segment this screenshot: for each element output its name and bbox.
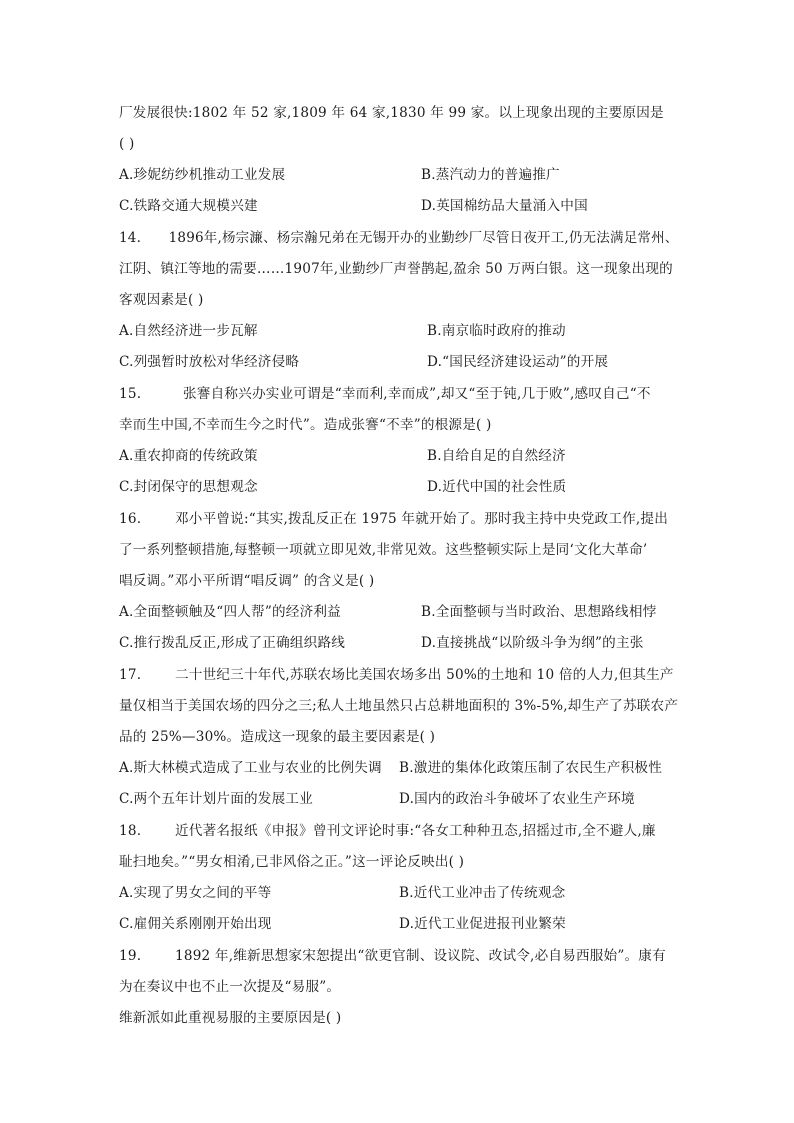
q16-stem-line-1	[119, 511, 668, 527]
q16-option-a[interactable]: A.全面整顿触及“四人帮”的经济利益	[119, 604, 341, 620]
q16-stem-line-2: 了一系列整顿措施,每整顿一项就立即见效,非常见效。这些整顿实际上是同‘文化大革命’	[119, 542, 648, 558]
q17-stem-text-1: 二十世纪三十年代,苏联农场比美国农场多出 50%的土地和 10 倍的人力,但其生产	[175, 667, 674, 683]
q17-option-a[interactable]: A.斯大林模式造成了工业与农业的比例失调	[119, 760, 382, 776]
q14-option-d[interactable]: D.“国民经济建设运动”的开展	[427, 354, 609, 370]
q18-option-c[interactable]: C.雇佣关系刚刚开始出现	[119, 916, 272, 932]
q18-option-d[interactable]: D.近代工业促进报刊业繁荣	[399, 916, 566, 932]
q15-option-b[interactable]: B.自给自足的自然经济	[427, 448, 566, 464]
q17-stem-line-1	[119, 667, 674, 683]
q15-number: 15.	[119, 386, 142, 402]
q13-stem-line-1: 厂发展很快:1802 年 52 家,1809 年 64 家,1830 年 99 家。以上现象出现的主要原因是	[119, 105, 664, 121]
q13-option-c[interactable]: C.铁路交通大规模兴建	[119, 198, 258, 214]
q19-stem-line-2: 为在奏议中也不止一次提及“易服”。	[119, 979, 341, 995]
q14-stem-line-3: 客观因素是( )	[119, 292, 204, 308]
q19-stem-line-3: 维新派如此重视易服的主要原因是( )	[119, 1010, 342, 1026]
q18-stem-text-1: 近代著名报纸《申报》曾刊文评论时事:“各女工种种丑态,招摇过市,全不避人,廉	[175, 823, 656, 839]
q18-option-a[interactable]: A.实现了男女之间的平等	[119, 885, 272, 901]
q17-option-d[interactable]: D.国内的政治斗争破坏了农业生产环境	[399, 791, 635, 807]
q19-number: 19.	[119, 948, 142, 964]
q13-stem-line-2: ( )	[119, 136, 135, 152]
q17-stem-line-3: 品的 25%—30%。造成这一现象的最主要因素是( )	[119, 729, 436, 745]
q17-number: 17.	[119, 667, 142, 683]
q17-stem-line-2: 量仅相当于美国农场的四分之三;私人土地虽然只占总耕地面积的 3%-5%,却生产了苏联农产	[119, 698, 679, 714]
q19-stem-text-1: 1892 年,维新思想家宋恕提出“欲更官制、设议院、改试令,必自易西服始”。康有	[175, 948, 666, 964]
q16-stem-line-3: 唱反调。”邓小平所谓“唱反调” 的含义是( )	[119, 573, 375, 589]
q15-option-c[interactable]: C.封闭保守的思想观念	[119, 479, 258, 495]
q15-option-d[interactable]: D.近代中国的社会性质	[427, 479, 567, 495]
q14-option-a[interactable]: A.自然经济进一步瓦解	[119, 323, 258, 339]
q18-stem-line-2: 耻扫地矣。”“男女相淆,已非风俗之正。”这一评论反映出( )	[119, 854, 465, 870]
q16-option-c[interactable]: C.推行拨乱反正,形成了正确组织路线	[119, 635, 346, 651]
q15-stem-line-2: 幸而生中国,不幸而生今之时代”。造成张謇“不幸”的根源是( )	[119, 417, 492, 433]
q18-stem-line-1	[119, 823, 656, 839]
q14-option-c[interactable]: C.列强暂时放松对华经济侵略	[119, 354, 300, 370]
q19-stem-line-1	[119, 948, 666, 964]
q14-stem-text-1: 1896年,杨宗濂、杨宗瀚兄弟在无锡开办的业勤纱厂尽管日夜开工,仍无法满足常州、	[168, 230, 679, 246]
q15-option-a[interactable]: A.重农抑商的传统政策	[119, 448, 258, 464]
q17-option-b[interactable]: B.激进的集体化政策压制了农民生产积极性	[399, 760, 662, 776]
q14-stem-line-1	[119, 230, 678, 246]
q17-option-c[interactable]: C.两个五年计划片面的发展工业	[119, 791, 313, 807]
q13-option-b[interactable]: B.蒸汽动力的普遍推广	[421, 167, 560, 183]
q14-stem-line-2: 江阴、镇江等地的需要……1907年,业勤纱厂声誉鹊起,盈余 50 万两白银。这一现象出现的	[119, 261, 673, 277]
q14-option-b[interactable]: B.南京临时政府的推动	[427, 323, 566, 339]
q13-option-d[interactable]: D.英国棉纺品大量涌入中国	[421, 198, 588, 214]
q14-number: 14.	[119, 230, 142, 246]
q13-option-a[interactable]: A.珍妮纺纱机推动工业发展	[119, 167, 286, 183]
q16-stem-text-1: 邓小平曾说:“其实,拨乱反正在 1975 年就开始了。那时我主持中央党政工作,提出	[175, 511, 669, 527]
q18-number: 18.	[119, 823, 142, 839]
q16-number: 16.	[119, 511, 142, 527]
q16-option-b[interactable]: B.全面整顿与当时政治、思想路线相悖	[421, 604, 657, 620]
q15-stem-text-1: 张謇自称兴办实业可谓是“幸而利,幸而成”,却又“至于钝,几于败”,感叹自己“不	[183, 386, 651, 402]
q16-option-d[interactable]: D.直接挑战“以阶级斗争为纲”的主张	[421, 635, 644, 651]
q15-stem-line-1	[119, 386, 651, 402]
q18-option-b[interactable]: B.近代工业冲击了传统观念	[399, 885, 566, 901]
